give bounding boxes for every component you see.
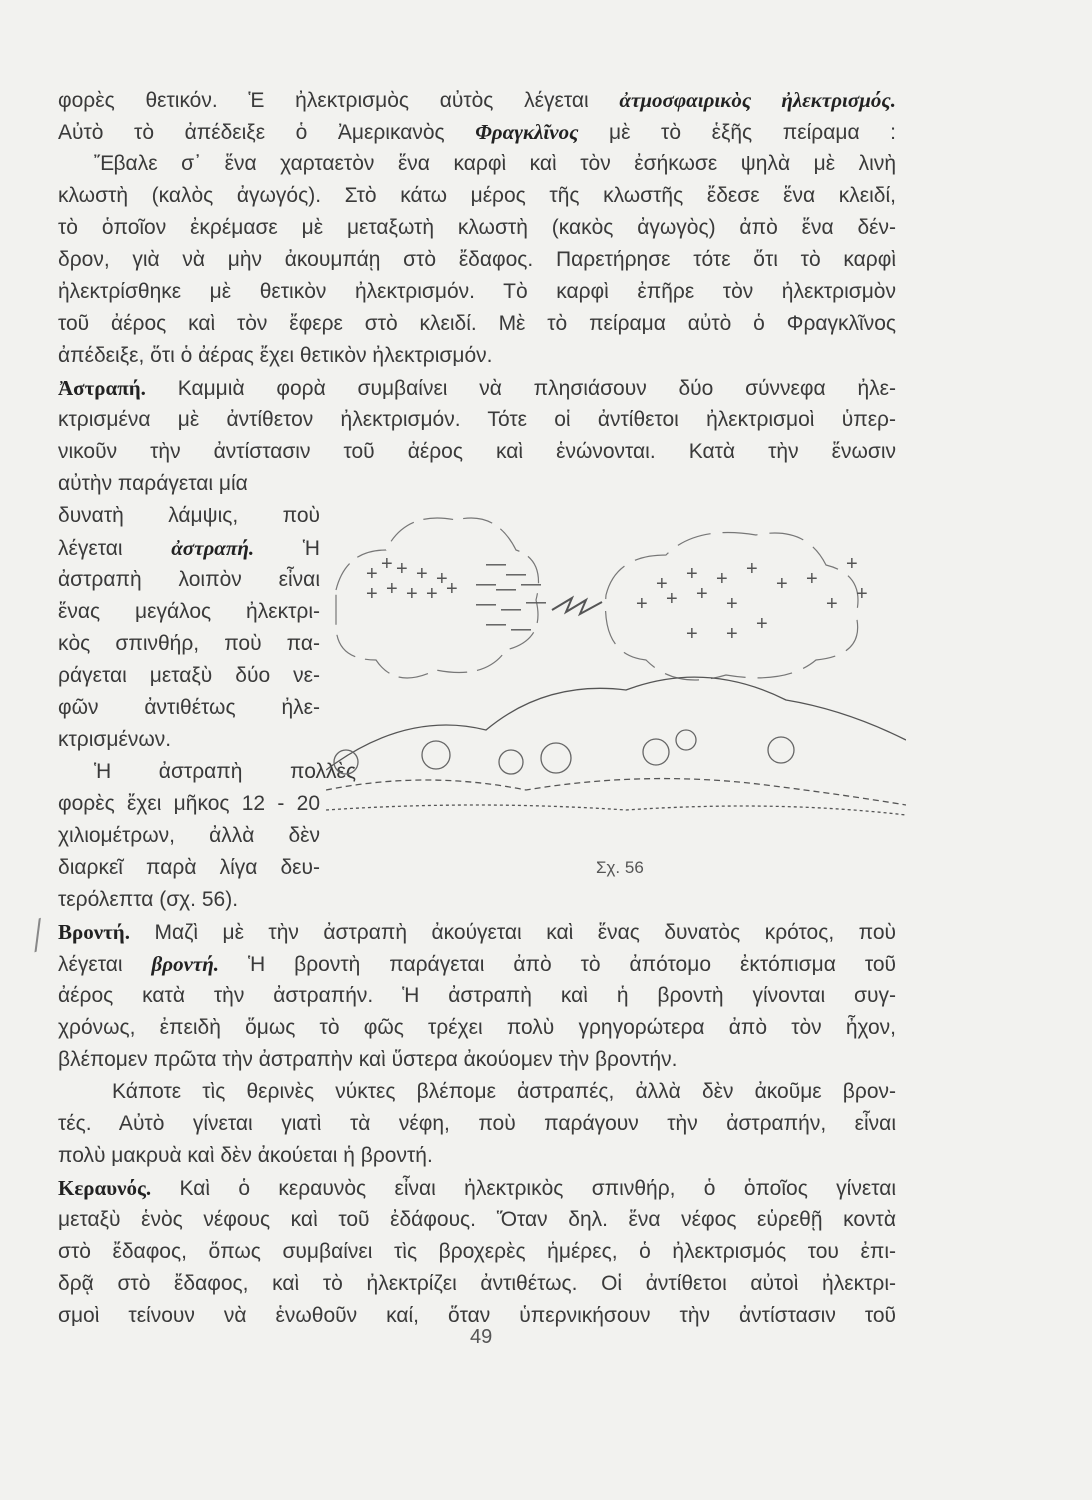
text-line [58,756,356,788]
text-line [58,1076,896,1108]
text-line [58,180,896,212]
text-segment: ράγεται μεταξὺ δύο νε- [58,664,320,687]
page-number: 49 [470,1326,493,1348]
text-segment: φορὲς ἔχει μῆκος 12 - 20 [58,792,320,815]
text-line [58,500,320,532]
minus-sign: — [476,573,496,595]
minus-sign: — [501,598,521,620]
text-line [58,436,896,468]
text-line [58,788,320,820]
text-line [58,1012,896,1044]
text-line [58,116,896,148]
minus-sign: — [486,553,506,575]
text-segment: Κάποτε τὶς θερινὲς νύκτες βλέπομε ἀστραπές, ἀλλὰ δὲν ἀκοῦμε βρον- [112,1080,896,1103]
text-line [58,692,320,724]
text-segment: κτρισμένα μὲ ἀντίθετον ἠλεκτρισμόν. Τότε οἱ ἀντίθετοι ἠλεκτρισμοὶ ὑπερ- [58,408,896,431]
text-segment: δρᾷ στὸ ἔδαφος, καὶ τὸ ἠλεκτρίζει ἀντιθέτως. Οἱ ἀντίθετοι αὐτοὶ ἠλεκτρι- [58,1272,896,1295]
plus-sign: + [381,553,393,575]
plus-sign: + [726,593,738,615]
text-line [58,660,320,692]
text-segment: αὐτὴν παράγεται μία [58,472,248,495]
text-segment: νικοῦν τὴν ἀντίστασιν τοῦ ἀέρος καὶ ἑνώνονται. Κατὰ τὴν ἕνωσιν [58,440,896,463]
plus-sign: + [406,583,418,605]
text-segment: δρον, γιὰ νὰ μὴν ἀκουμπάῃ στὸ ἔδαφος. Παρετήρησε τότε ὅτι τὸ καρφὶ [58,248,896,271]
text-line [58,948,896,980]
trees [334,730,794,774]
plus-sign: + [366,563,378,585]
minus-sign: — [526,591,546,613]
emphasized-term: Βροντή. [58,920,130,944]
text-segment: Μαζὶ μὲ τὴν ἀστραπὴ ἀκούγεται καὶ ἕνας δυνατὸς κρότος, ποὺ [129,921,896,944]
text-segment: βλέπομεν πρῶτα τὴν ἀστραπὴν καὶ ὕστερα ἀκούομεν τὴν βροντήν. [58,1048,678,1071]
figure-caption: Σχ. 56 [596,858,644,877]
text-line [58,564,320,596]
text-segment: μὲ τὸ ἑξῆς πείραμα : [578,121,896,144]
plus-sign: + [446,578,458,600]
text-segment: Καὶ ὁ κεραυνὸς εἶναι ἠλεκτρικὸς σπινθήρ, ὁ ὁποῖος γίνεται [151,1177,896,1200]
text-line [58,340,896,372]
text-line [58,276,896,308]
text-line [58,532,320,564]
text-segment: τερόλεπτα (σχ. 56). [58,888,239,911]
emphasized-term: ἀστραπή. [171,536,255,560]
text-line [58,884,320,916]
plus-sign: + [756,613,768,635]
text-line [58,1044,896,1076]
plus-sign: + [686,563,698,585]
text-line [58,1108,896,1140]
plus-sign: + [726,623,738,645]
text-segment: τὸ ὁποῖον ἐκρέμασε μὲ μεταξωτὴ κλωστὴ (κακὸς ἀγωγὸς) ἀπὸ ἕνα δέν- [58,216,896,239]
text-line [58,724,320,756]
emphasized-term: βροντή. [151,952,219,976]
text-line [58,308,896,340]
plus-sign: + [386,578,398,600]
text-line [58,1204,896,1236]
plus-sign: + [806,568,818,590]
plus-sign: + [846,553,858,575]
plus-sign: + [716,568,728,590]
text-segment: φῶν ἀντιθέτως ἠλε- [58,696,320,719]
minus-sign: — [486,613,506,635]
plus-sign: + [826,593,838,615]
text-line [58,244,896,276]
plus-sign: + [686,623,698,645]
figure-lightning-clouds-illustration [326,500,906,860]
text-segment: ἠλεκτρίσθηκε μὲ θετικὸν ἠλεκτρισμόν. Τὸ καρφὶ ἐπῆρε τὸν ἠλεκτρισμὸν [58,280,896,303]
text-segment: χρόνως, ἐπειδὴ ὅμως τὸ φῶς τρέχει πολὺ γρηγορώτερα ἀπὸ τὸν ἦχον, [58,1016,896,1039]
text-line [58,372,896,404]
text-segment: τοῦ ἀέρος καὶ τὸν ἔφερε στὸ κλειδί. Μὲ τὸ πείραμα αὐτὸ ὁ Φραγκλῖνος [58,312,896,335]
text-segment: Ἡ βροντὴ παράγεται ἀπὸ τὸ ἀπότομο ἐκτόπισμα τοῦ [219,953,896,976]
plus-sign: + [696,583,708,605]
minus-sign: — [521,573,541,595]
plus-sign: + [636,593,648,615]
text-segment: κὸς σπινθήρ, ποὺ πα- [58,632,320,655]
text-segment: ἀπέδειξε, ὅτι ὁ ἀέρας ἔχει θετικὸν ἠλεκτρισμόν. [58,344,493,367]
text-segment: κλωστὴ (καλὸς ἀγωγός). Στὸ κάτω μέρος τῆς κλωστῆς ἔδεσε ἕνα κλειδί, [58,184,896,207]
emphasized-term: Φραγκλῖνος [475,120,579,144]
text-line [58,468,320,500]
text-segment: ἀέρος κατὰ τὴν ἀστραπήν. Ἡ ἀστραπὴ καὶ ἡ βροντὴ γίνονται συγ- [58,984,896,1007]
minus-sign: — [496,578,516,600]
text-line [58,1236,896,1268]
charge-signs [366,553,868,645]
minus-sign: — [511,618,531,640]
text-line [58,1268,896,1300]
text-segment: λέγεται [58,953,152,976]
plus-sign: + [366,583,378,605]
minus-sign: — [506,563,526,585]
text-segment: δυνατὴ λάμψις, ποὺ [58,504,320,527]
emphasized-term: Ἀστραπή. [58,376,146,400]
text-segment: ἕνας μεγάλος ἠλεκτρι- [58,600,320,623]
plus-sign: + [666,588,678,610]
plus-sign: + [776,573,788,595]
plus-sign: + [746,558,758,580]
text-segment: τές. Αὐτὸ γίνεται γιατὶ τὰ νέφη, ποὺ παράγουν τὴν ἀστραπήν, εἶναι [58,1112,896,1135]
text-line [58,628,320,660]
text-segment: ἀστραπὴ λοιπὸν εἶναι [58,568,320,591]
text-line [58,820,320,852]
text-segment: Αὐτὸ τὸ ἀπέδειξε ὁ Ἀμερικανὸς [58,121,476,144]
text-segment: φορὲς θετικόν. Ἑ ἠλεκτρισμὸς αὐτὸς λέγεται [58,89,620,112]
text-line [58,404,896,436]
text-segment: Ἔβαλε σ᾿ ἕνα χαρταετὸν ἕνα καρφὶ καὶ τὸν ἐσήκωσε ψηλὰ μὲ λινὴ [94,152,896,175]
pencil-mark: ╱ [25,918,51,952]
text-line [58,596,320,628]
text-line [58,212,896,244]
text-segment: διαρκεῖ παρὰ λίγα δευ- [58,856,320,879]
text-line [58,1140,896,1172]
text-segment: πολὺ μακρυὰ καὶ δὲν ἀκούεται ἡ βροντή. [58,1144,433,1167]
text-line [58,84,896,116]
text-segment: Καμμιὰ φορὰ συμβαίνει νὰ πλησιάσουν δύο σύννεφα ἠλε- [145,377,896,400]
plus-sign: + [426,583,438,605]
text-segment: σμοὶ τείνουν νὰ ἑνωθοῦν καί, ὅταν ὑπερνικήσουν τὴν ἀντίστασιν τοῦ [58,1304,896,1327]
plus-sign: + [656,573,668,595]
hills-landscape [326,677,906,815]
emphasized-term: ἀτμοσφαιρικὸς ἠλεκτρισμός. [619,88,897,112]
text-line [58,916,896,948]
emphasized-term: Κεραυνός. [58,1176,152,1200]
lightning-bolt [552,598,602,614]
text-segment: χιλιομέτρων, ἀλλὰ δὲν [58,824,320,847]
text-segment: λέγεται [58,537,172,560]
text-line [58,980,896,1012]
plus-sign: + [436,568,448,590]
plus-sign: + [396,558,408,580]
text-line [58,852,320,884]
plus-sign: + [856,583,868,605]
plus-sign: + [416,563,428,585]
text-segment: κτρισμένων. [58,728,172,751]
text-line [58,1172,896,1204]
text-segment: Ἡ [254,537,320,560]
minus-sign: — [476,593,496,615]
text-segment: στὸ ἔδαφος, ὅπως συμβαίνει τὶς βροχερὲς ἡμέρες, ὁ ἠλεκτρισμός του ἐπι- [58,1240,896,1263]
text-segment: μεταξὺ ἑνὸς νέφους καὶ τοῦ ἐδάφους. Ὅταν δηλ. ἕνα νέφος εὑρεθῇ κοντὰ [58,1208,896,1231]
text-segment: Ἡ ἀστραπὴ πολλὲς [94,760,356,783]
text-line [58,148,896,180]
